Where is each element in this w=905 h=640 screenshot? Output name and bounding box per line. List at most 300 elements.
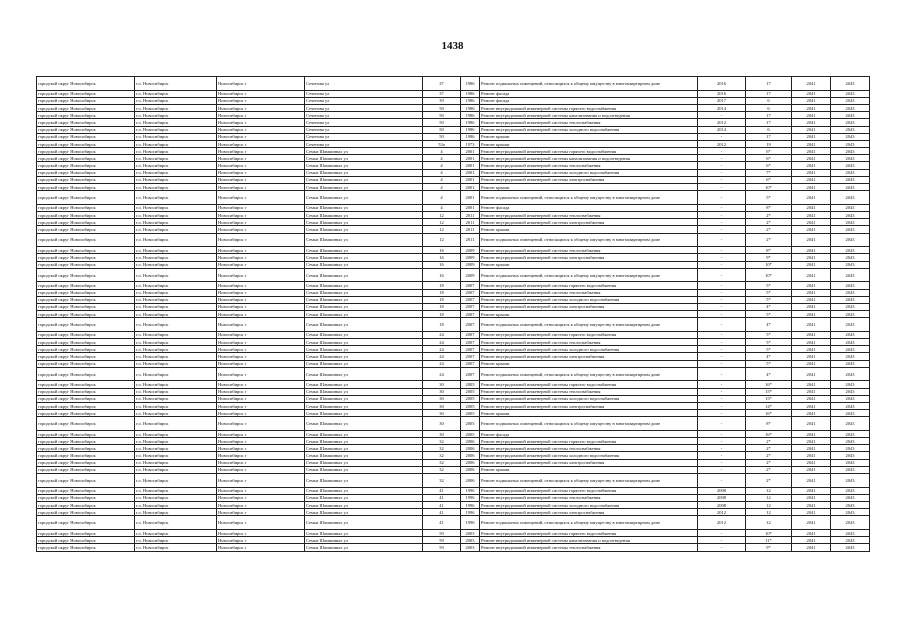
street-cell: Семьи Шамшиных ул (305, 296, 423, 303)
street-cell: Семьи Шамшиных ул (305, 466, 423, 473)
municipality-cell: городской округ Новосибирск (37, 155, 135, 162)
wear-cell: 10* (746, 184, 792, 191)
plan-start-cell: 2041 (792, 395, 831, 402)
wear-cell: 10* (746, 529, 792, 536)
house-cell: 18 (423, 311, 461, 318)
street-cell: Сеченова ул (305, 77, 423, 91)
last-repair-cell: - (698, 112, 746, 119)
municipality-cell: городской округ Новосибирск (37, 516, 135, 530)
plan-start-cell: 2041 (792, 282, 831, 289)
city-cell: Новосибирск г (217, 226, 305, 233)
plan-end-cell: 2043 (831, 459, 870, 466)
wear-cell: 2* (746, 212, 792, 219)
year-built-cell: 2011 (461, 226, 480, 233)
plan-end-cell: 2043 (831, 353, 870, 360)
table-row (37, 176, 870, 183)
house-cell: 4 (423, 169, 461, 176)
work-type-cell: Ремонт внутридомовой инженерной системы горячего водоснабжения (480, 104, 698, 111)
last-repair-cell: - (698, 529, 746, 536)
year-built-cell: 2011 (461, 233, 480, 247)
table-row (37, 360, 870, 367)
house-cell: 30 (423, 402, 461, 409)
last-repair-cell: - (698, 212, 746, 219)
last-repair-cell: - (698, 452, 746, 459)
house-cell: 4 (423, 176, 461, 183)
last-repair-cell: - (698, 247, 746, 254)
year-built-cell: 2006 (461, 466, 480, 473)
municipality-cell: городской округ Новосибирск (37, 296, 135, 303)
plan-start-cell: 2041 (792, 261, 831, 268)
street-cell: Семьи Шамшиных ул (305, 529, 423, 536)
year-built-cell: 2011 (461, 219, 480, 226)
work-type-cell: Ремонт крыши (480, 226, 698, 233)
table-row (37, 346, 870, 353)
table-row (37, 516, 870, 530)
city-cell: Новосибирск г (217, 119, 305, 126)
city-cell: Новосибирск г (217, 388, 305, 395)
city-cell: Новосибирск г (217, 296, 305, 303)
table-row (37, 254, 870, 261)
year-built-cell: 2009 (461, 261, 480, 268)
house-cell: 24 (423, 353, 461, 360)
municipality-cell: городской округ Новосибирск (37, 430, 135, 437)
table-row (37, 90, 870, 97)
district-cell: г.о. Новосибирск (135, 445, 217, 452)
last-repair-cell: - (698, 353, 746, 360)
district-cell: г.о. Новосибирск (135, 191, 217, 205)
wear-cell: 5* (746, 331, 792, 338)
wear-cell: 4* (746, 303, 792, 310)
house-cell: 24 (423, 331, 461, 338)
district-cell: г.о. Новосибирск (135, 452, 217, 459)
plan-start-cell: 2041 (792, 494, 831, 501)
plan-start-cell: 2041 (792, 112, 831, 119)
wear-cell: 16* (746, 410, 792, 417)
street-cell: Сеченова ул (305, 112, 423, 119)
plan-start-cell: 2041 (792, 97, 831, 104)
house-cell: 30 (423, 388, 461, 395)
plan-start-cell: 2041 (792, 360, 831, 367)
year-built-cell: 1986 (461, 77, 480, 91)
year-built-cell: 2006 (461, 474, 480, 488)
house-cell: 12 (423, 219, 461, 226)
plan-start-cell: 2041 (792, 381, 831, 388)
house-cell: 32 (423, 452, 461, 459)
wear-cell: 4* (746, 367, 792, 381)
plan-start-cell: 2041 (792, 529, 831, 536)
municipality-cell: городской округ Новосибирск (37, 529, 135, 536)
plan-start-cell: 2041 (792, 487, 831, 494)
year-built-cell: 2009 (461, 247, 480, 254)
city-cell: Новосибирск г (217, 417, 305, 431)
municipality-cell: городской округ Новосибирск (37, 544, 135, 551)
table-row (37, 430, 870, 437)
street-cell: Семьи Шамшиных ул (305, 204, 423, 211)
wear-cell: 6 (746, 97, 792, 104)
last-repair-cell: - (698, 544, 746, 551)
plan-end-cell: 2043 (831, 430, 870, 437)
plan-start-cell: 2041 (792, 367, 831, 381)
house-cell: 30 (423, 417, 461, 431)
house-cell: 4 (423, 148, 461, 155)
last-repair-cell: - (698, 162, 746, 169)
street-cell: Семьи Шамшиных ул (305, 148, 423, 155)
plan-end-cell: 2043 (831, 191, 870, 205)
wear-cell: 6* (746, 176, 792, 183)
work-type-cell: Ремонт крыши (480, 466, 698, 473)
district-cell: г.о. Новосибирск (135, 219, 217, 226)
district-cell: г.о. Новосибирск (135, 169, 217, 176)
plan-end-cell: 2043 (831, 254, 870, 261)
city-cell: Новосибирск г (217, 502, 305, 509)
plan-end-cell: 2043 (831, 296, 870, 303)
house-cell: 41 (423, 509, 461, 516)
plan-end-cell: 2043 (831, 97, 870, 104)
work-type-cell: Ремонт крыши (480, 360, 698, 367)
plan-end-cell: 2043 (831, 331, 870, 338)
last-repair-cell: - (698, 537, 746, 544)
district-cell: г.о. Новосибирск (135, 381, 217, 388)
district-cell: г.о. Новосибирск (135, 233, 217, 247)
house-cell: 18 (423, 289, 461, 296)
work-type-cell: Ремонт внутридомовой инженерной системы теплоснабжения (480, 162, 698, 169)
wear-cell: 5* (746, 191, 792, 205)
year-built-cell: 2001 (461, 176, 480, 183)
last-repair-cell: - (698, 191, 746, 205)
plan-start-cell: 2041 (792, 148, 831, 155)
street-cell: Семьи Шамшиных ул (305, 353, 423, 360)
plan-start-cell: 2041 (792, 466, 831, 473)
plan-end-cell: 2043 (831, 289, 870, 296)
municipality-cell: городской округ Новосибирск (37, 487, 135, 494)
year-built-cell: 2005 (461, 410, 480, 417)
house-cell: 32 (423, 466, 461, 473)
work-type-cell: Ремонт фасада (480, 430, 698, 437)
work-type-cell: Ремонт внутридомовой инженерной системы горячего водоснабжения (480, 487, 698, 494)
table-row (37, 133, 870, 140)
street-cell: Сеченова ул (305, 126, 423, 133)
house-cell: 41 (423, 502, 461, 509)
house-cell: 24 (423, 367, 461, 381)
district-cell: г.о. Новосибирск (135, 311, 217, 318)
last-repair-cell: - (698, 303, 746, 310)
municipality-cell: городской округ Новосибирск (37, 126, 135, 133)
table-row (37, 212, 870, 219)
district-cell: г.о. Новосибирск (135, 140, 217, 147)
plan-end-cell: 2043 (831, 346, 870, 353)
plan-end-cell: 2043 (831, 112, 870, 119)
last-repair-cell: 2016 (698, 90, 746, 97)
municipality-cell: городской округ Новосибирск (37, 77, 135, 91)
house-cell: 39 (423, 97, 461, 104)
year-built-cell: 2007 (461, 318, 480, 332)
plan-end-cell: 2043 (831, 169, 870, 176)
work-type-cell: Ремонт внутридомовой инженерной системы теплоснабжения (480, 247, 698, 254)
year-built-cell: 2001 (461, 155, 480, 162)
table-row (37, 452, 870, 459)
municipality-cell: городской округ Новосибирск (37, 261, 135, 268)
municipality-cell: городской округ Новосибирск (37, 254, 135, 261)
wear-cell: 19 (746, 140, 792, 147)
city-cell: Новосибирск г (217, 155, 305, 162)
last-repair-cell: - (698, 261, 746, 268)
wear-cell: 2* (746, 474, 792, 488)
city-cell: Новосибирск г (217, 219, 305, 226)
plan-start-cell: 2041 (792, 119, 831, 126)
street-cell: Семьи Шамшиных ул (305, 311, 423, 318)
table-row (37, 331, 870, 338)
last-repair-cell: - (698, 459, 746, 466)
street-cell: Семьи Шамшиных ул (305, 331, 423, 338)
plan-end-cell: 2043 (831, 516, 870, 530)
table-row (37, 353, 870, 360)
year-built-cell: 2006 (461, 445, 480, 452)
year-built-cell: 1986 (461, 126, 480, 133)
table-row (37, 140, 870, 147)
street-cell: Сеченова ул (305, 133, 423, 140)
plan-start-cell: 2041 (792, 402, 831, 409)
plan-start-cell: 2041 (792, 104, 831, 111)
last-repair-cell: - (698, 346, 746, 353)
table-row (37, 502, 870, 509)
wear-cell: 5* (746, 339, 792, 346)
plan-end-cell: 2043 (831, 367, 870, 381)
street-cell: Семьи Шамшиных ул (305, 452, 423, 459)
plan-end-cell: 2043 (831, 544, 870, 551)
plan-start-cell: 2041 (792, 509, 831, 516)
house-cell: 50 (423, 112, 461, 119)
city-cell: Новосибирск г (217, 438, 305, 445)
last-repair-cell: - (698, 296, 746, 303)
city-cell: Новосибирск г (217, 233, 305, 247)
work-type-cell: Ремонт внутридомовой инженерной системы холодного водоснабжения (480, 395, 698, 402)
year-built-cell: 2007 (461, 311, 480, 318)
work-type-cell: Ремонт подвальных помещений, относящихся к общему имуществу в многоквартирном доме (480, 417, 698, 431)
wear-cell: 5* (746, 346, 792, 353)
work-type-cell: Ремонт внутридомовой инженерной системы холодного водоснабжения (480, 296, 698, 303)
city-cell: Новосибирск г (217, 169, 305, 176)
year-built-cell: 2007 (461, 339, 480, 346)
plan-start-cell: 2041 (792, 430, 831, 437)
plan-start-cell: 2041 (792, 133, 831, 140)
street-cell: Семьи Шамшиных ул (305, 360, 423, 367)
house-cell: 12 (423, 212, 461, 219)
plan-end-cell: 2043 (831, 509, 870, 516)
municipality-cell: городской округ Новосибирск (37, 233, 135, 247)
city-cell: Новосибирск г (217, 494, 305, 501)
house-cell: 16 (423, 268, 461, 282)
year-built-cell: 2007 (461, 296, 480, 303)
municipality-cell: городской округ Новосибирск (37, 494, 135, 501)
last-repair-cell: - (698, 388, 746, 395)
work-type-cell: Ремонт подвальных помещений, относящихся к общему имуществу в многоквартирном доме (480, 77, 698, 91)
work-type-cell: Ремонт внутридомовой инженерной системы теплоснабжения (480, 289, 698, 296)
district-cell: г.о. Новосибирск (135, 296, 217, 303)
plan-end-cell: 2043 (831, 226, 870, 233)
work-type-cell: Ремонт крыши (480, 184, 698, 191)
district-cell: г.о. Новосибирск (135, 339, 217, 346)
district-cell: г.о. Новосибирск (135, 459, 217, 466)
municipality-cell: городской округ Новосибирск (37, 169, 135, 176)
municipality-cell: городской округ Новосибирск (37, 191, 135, 205)
municipality-cell: городской округ Новосибирск (37, 318, 135, 332)
table-row (37, 509, 870, 516)
wear-cell: 17 (746, 90, 792, 97)
wear-cell: 2* (746, 466, 792, 473)
table-row (37, 112, 870, 119)
table-row (37, 381, 870, 388)
plan-end-cell: 2043 (831, 388, 870, 395)
district-cell: г.о. Новосибирск (135, 148, 217, 155)
street-cell: Семьи Шамшиных ул (305, 233, 423, 247)
municipality-cell: городской округ Новосибирск (37, 133, 135, 140)
last-repair-cell: - (698, 148, 746, 155)
street-cell: Семьи Шамшиных ул (305, 212, 423, 219)
year-built-cell: 1986 (461, 119, 480, 126)
plan-start-cell: 2041 (792, 516, 831, 530)
house-cell: 30 (423, 395, 461, 402)
district-cell: г.о. Новосибирск (135, 97, 217, 104)
house-cell: 32 (423, 445, 461, 452)
table-row (37, 318, 870, 332)
work-type-cell: Ремонт внутридомовой инженерной системы теплоснабжения (480, 388, 698, 395)
plan-end-cell: 2043 (831, 360, 870, 367)
district-cell: г.о. Новосибирск (135, 466, 217, 473)
plan-start-cell: 2041 (792, 247, 831, 254)
last-repair-cell: - (698, 289, 746, 296)
municipality-cell: городской округ Новосибирск (37, 353, 135, 360)
plan-start-cell: 2041 (792, 233, 831, 247)
street-cell: Семьи Шамшиных ул (305, 381, 423, 388)
city-cell: Новосибирск г (217, 452, 305, 459)
wear-cell: 5* (746, 360, 792, 367)
year-built-cell: 1986 (461, 104, 480, 111)
plan-start-cell: 2041 (792, 353, 831, 360)
municipality-cell: городской округ Новосибирск (37, 104, 135, 111)
wear-cell: 8* (746, 204, 792, 211)
work-type-cell: Ремонт внутридомовой инженерной системы горячего водоснабжения (480, 282, 698, 289)
city-cell: Новосибирск г (217, 303, 305, 310)
wear-cell: 17 (746, 112, 792, 119)
district-cell: г.о. Новосибирск (135, 474, 217, 488)
last-repair-cell: 2014 (698, 104, 746, 111)
city-cell: Новосибирск г (217, 191, 305, 205)
work-type-cell: Ремонт внутридомовой инженерной системы холодного водоснабжения (480, 452, 698, 459)
district-cell: г.о. Новосибирск (135, 282, 217, 289)
plan-end-cell: 2043 (831, 339, 870, 346)
work-type-cell: Ремонт внутридомовой инженерной системы электроснабжения (480, 402, 698, 409)
plan-end-cell: 2043 (831, 90, 870, 97)
plan-end-cell: 2043 (831, 162, 870, 169)
plan-end-cell: 2043 (831, 119, 870, 126)
last-repair-cell: 2008 (698, 502, 746, 509)
table-row (37, 184, 870, 191)
municipality-cell: городской округ Новосибирск (37, 502, 135, 509)
plan-start-cell: 2041 (792, 155, 831, 162)
wear-cell: 15* (746, 388, 792, 395)
street-cell: Семьи Шамшиных ул (305, 502, 423, 509)
plan-start-cell: 2041 (792, 169, 831, 176)
plan-end-cell: 2043 (831, 282, 870, 289)
district-cell: г.о. Новосибирск (135, 254, 217, 261)
street-cell: Семьи Шамшиных ул (305, 289, 423, 296)
street-cell: Семьи Шамшиных ул (305, 282, 423, 289)
city-cell: Новосибирск г (217, 516, 305, 530)
year-built-cell: 1986 (461, 112, 480, 119)
wear-cell: 2* (746, 226, 792, 233)
plan-end-cell: 2043 (831, 402, 870, 409)
street-cell: Семьи Шамшиных ул (305, 162, 423, 169)
year-built-cell: 2005 (461, 388, 480, 395)
district-cell: г.о. Новосибирск (135, 119, 217, 126)
last-repair-cell: - (698, 430, 746, 437)
last-repair-cell: - (698, 360, 746, 367)
municipality-cell: городской округ Новосибирск (37, 247, 135, 254)
table-row (37, 289, 870, 296)
municipality-cell: городской округ Новосибирск (37, 219, 135, 226)
wear-cell: 14* (746, 402, 792, 409)
house-cell: 32 (423, 459, 461, 466)
wear-cell: 5* (746, 311, 792, 318)
city-cell: Новосибирск г (217, 487, 305, 494)
work-type-cell: Ремонт крыши (480, 261, 698, 268)
plan-start-cell: 2041 (792, 303, 831, 310)
wear-cell: 5* (746, 282, 792, 289)
wear-cell: 17 (746, 119, 792, 126)
house-cell: 24 (423, 360, 461, 367)
wear-cell: 9* (746, 544, 792, 551)
last-repair-cell: - (698, 445, 746, 452)
table-row (37, 494, 870, 501)
district-cell: г.о. Новосибирск (135, 494, 217, 501)
house-cell: 18 (423, 282, 461, 289)
city-cell: Новосибирск г (217, 140, 305, 147)
district-cell: г.о. Новосибирск (135, 487, 217, 494)
plan-start-cell: 2041 (792, 311, 831, 318)
year-built-cell: 1996 (461, 487, 480, 494)
last-repair-cell: - (698, 410, 746, 417)
year-built-cell: 2007 (461, 360, 480, 367)
plan-start-cell: 2041 (792, 126, 831, 133)
street-cell: Семьи Шамшиных ул (305, 388, 423, 395)
district-cell: г.о. Новосибирск (135, 544, 217, 551)
street-cell: Сеченова ул (305, 104, 423, 111)
city-cell: Новосибирск г (217, 537, 305, 544)
last-repair-cell: - (698, 339, 746, 346)
table-row (37, 233, 870, 247)
plan-end-cell: 2043 (831, 417, 870, 431)
year-built-cell: 2005 (461, 395, 480, 402)
year-built-cell: 2007 (461, 367, 480, 381)
municipality-cell: городской округ Новосибирск (37, 459, 135, 466)
year-built-cell: 2007 (461, 331, 480, 338)
city-cell: Новосибирск г (217, 459, 305, 466)
municipality-cell: городской округ Новосибирск (37, 445, 135, 452)
street-cell: Семьи Шамшиных ул (305, 184, 423, 191)
table-row (37, 296, 870, 303)
plan-start-cell: 2041 (792, 502, 831, 509)
district-cell: г.о. Новосибирск (135, 346, 217, 353)
wear-cell: 12 (746, 487, 792, 494)
municipality-cell: городской округ Новосибирск (37, 212, 135, 219)
house-cell: 18 (423, 318, 461, 332)
year-built-cell: 2007 (461, 353, 480, 360)
work-type-cell: Ремонт фасада (480, 97, 698, 104)
year-built-cell: 1996 (461, 516, 480, 530)
house-cell: 41 (423, 516, 461, 530)
municipality-cell: городской округ Новосибирск (37, 226, 135, 233)
house-cell: 30 (423, 381, 461, 388)
